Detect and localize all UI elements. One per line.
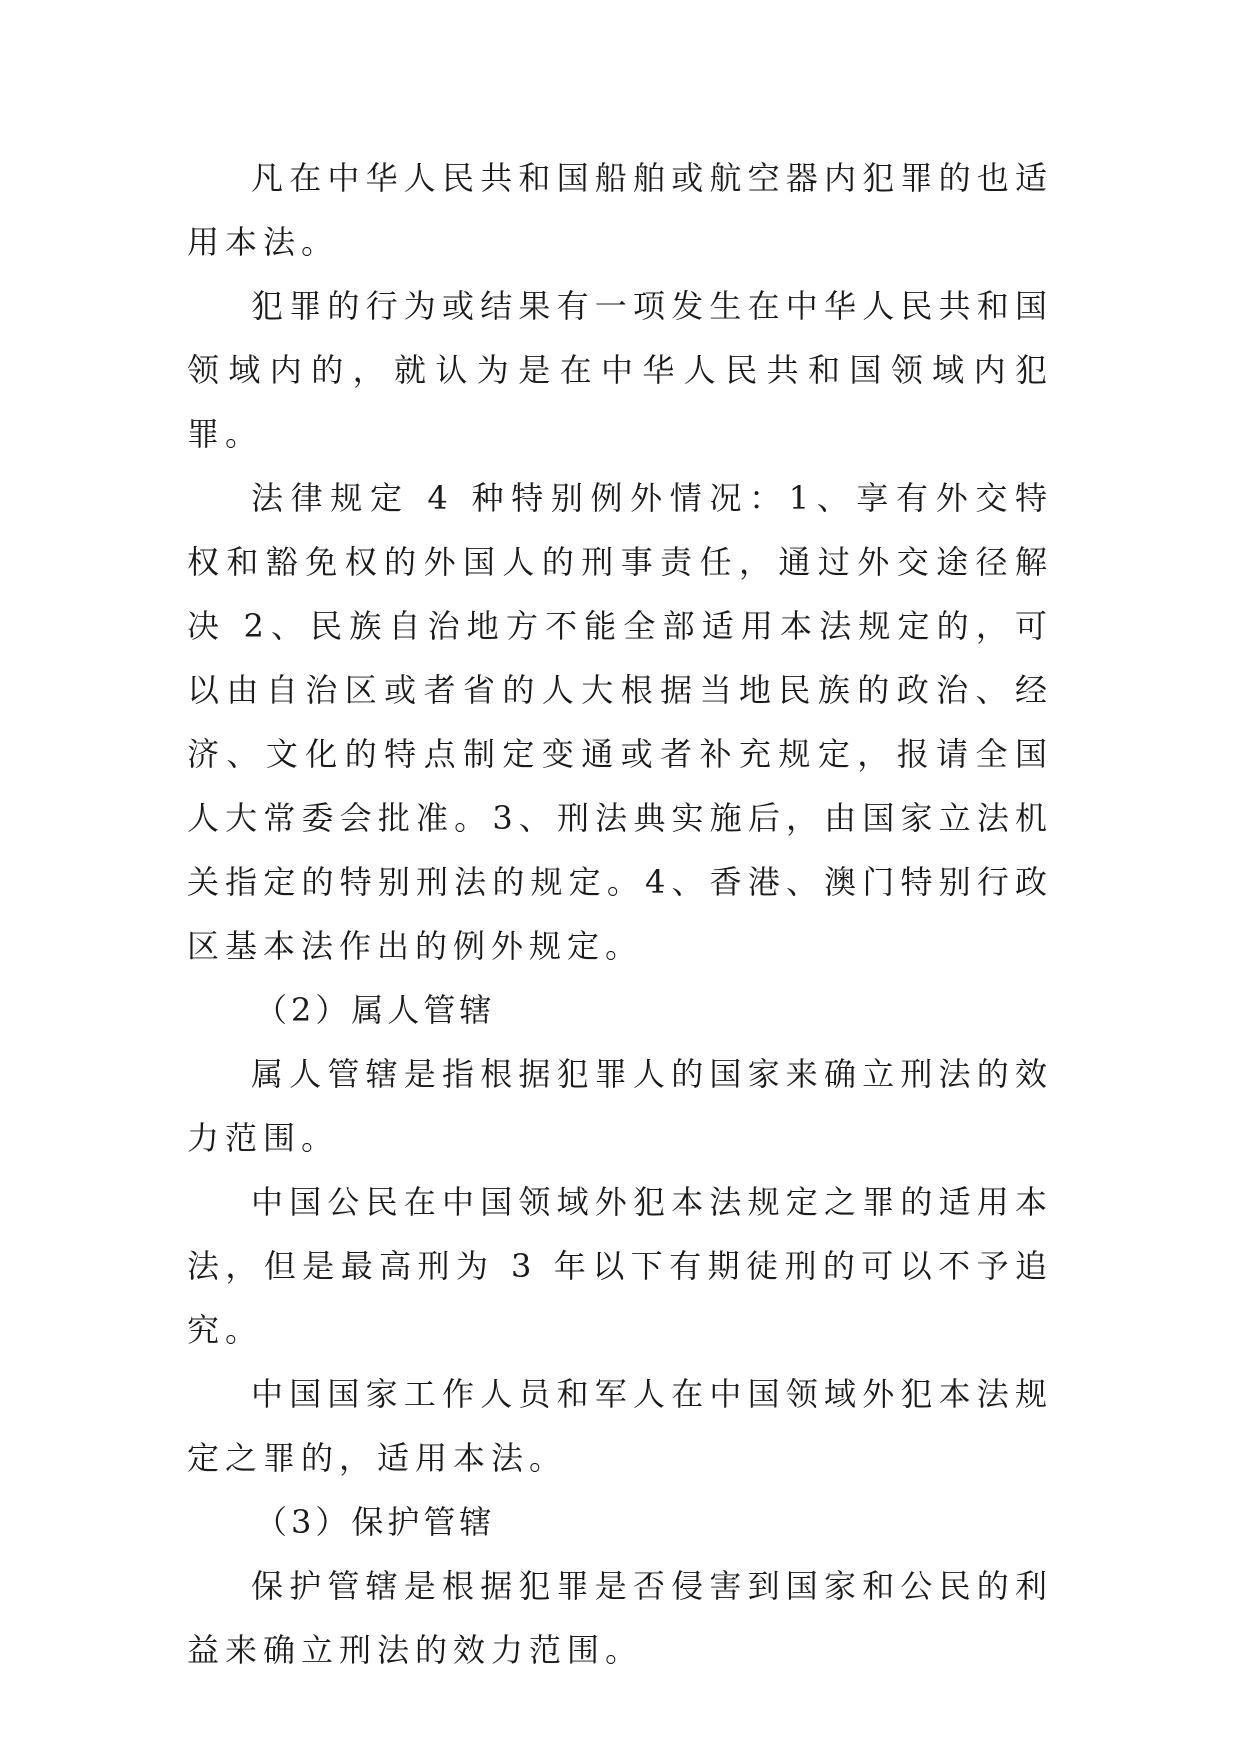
paragraph-act-or-result: 犯罪的行为或结果有一项发生在中华人民共和国领域内的，就认为是在中华人民共和国领域内犯罪。 — [187, 287, 1053, 453]
paragraph-protective-jurisdiction-definition: 保护管辖是根据犯罪是否侵害到国家和公民的利益来确立刑法的效力范围。 — [187, 1567, 1053, 1669]
section-heading-protective-jurisdiction: （3）保护管辖 — [255, 1503, 496, 1541]
section-heading-personal-jurisdiction: （2）属人管辖 — [255, 991, 496, 1029]
paragraph-vessel-aircraft: 凡在中华人民共和国船舶或航空器内犯罪的也适用本法。 — [187, 159, 1053, 261]
paragraph-officials-military-abroad: 中国国家工作人员和军人在中国领域外犯本法规定之罪的，适用本法。 — [187, 1375, 1053, 1477]
paragraph-special-exceptions: 法律规定 4 种特别例外情况：1、享有外交特权和豁免权的外国人的刑事责任，通过外交途径解决 2、民族自治地方不能全部适用本法规定的，可以由自治区或者省的人大根据当地民族的政治、经济、文化的特点制定变通或者补充规定，报请全国人大常委会批准。3、刑法典实施后，由国家立法机关指定的特别刑法的规定。4、香港、澳门特别行政区基本法作出的例外规定。 — [187, 479, 1053, 965]
document-body — [187, 146, 1053, 1682]
paragraph-citizens-abroad: 中国公民在中国领域外犯本法规定之罪的适用本法，但是最高刑为 3 年以下有期徒刑的可以不予追究。 — [187, 1183, 1053, 1349]
paragraph-personal-jurisdiction-definition: 属人管辖是指根据犯罪人的国家来确立刑法的效力范围。 — [187, 1055, 1053, 1157]
